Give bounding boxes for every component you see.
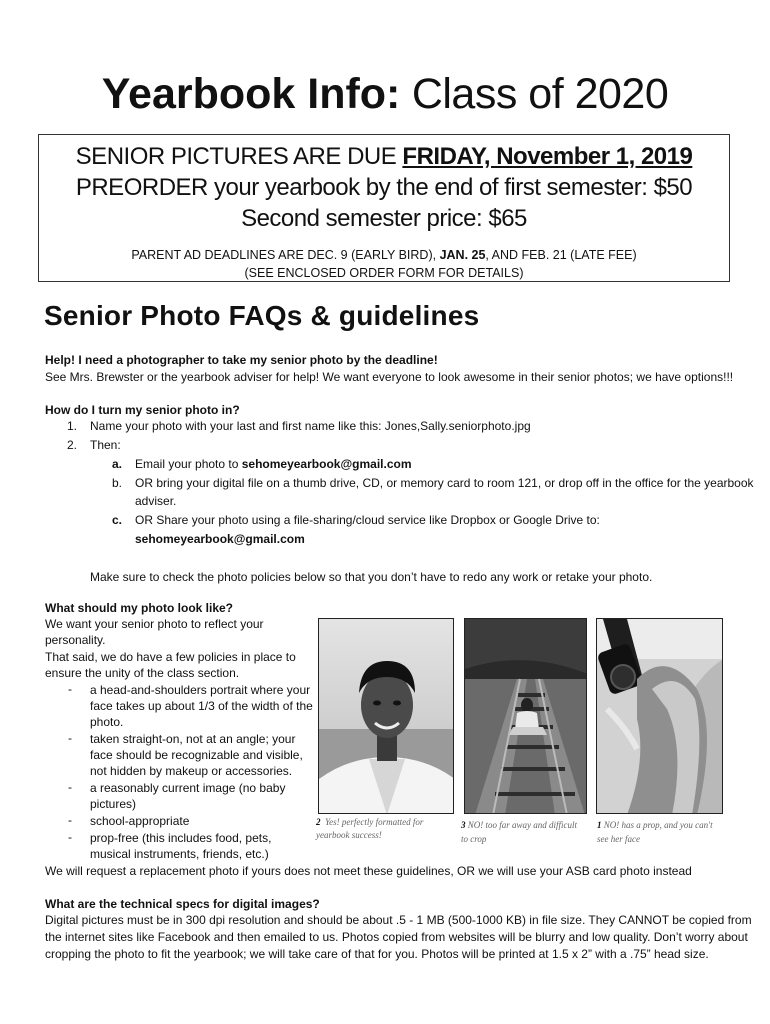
guideline-2-line2: face should be recognizable and visible, (90, 748, 303, 762)
faq3-intro-1: We want your senior photo to reflect your (45, 617, 264, 631)
preorder-line: PREORDER your yearbook by the end of first semester: $50 (75, 174, 693, 201)
photo-policy-note: Make sure to check the photo policies below so that you don’t have to redo any work or retake your photo. (90, 570, 653, 584)
bullet-mark: - (68, 813, 72, 827)
replacement-note: We will request a replacement photo if yours does not meet these guidelines, OR we will use your ASB card photo instead (45, 864, 692, 878)
faq2-question: How do I turn my senior photo in? (45, 403, 240, 417)
example-photo-portrait (318, 618, 454, 814)
option-c-line1: OR Share your photo using a file-sharing/cloud service like Dropbox or Google Drive to: (135, 513, 600, 527)
step1-number: 1. (67, 419, 78, 433)
option-c-label: c. (112, 513, 123, 527)
option-a-text: Email your photo to sehomeyearbook@gmail.com (135, 457, 412, 471)
parent-ad-deadlines: PARENT AD DEADLINES ARE DEC. 9 (EARLY BIRD), JAN. 25, AND FEB. 21 (LATE FEE) (131, 248, 637, 262)
guideline-1-line2: face takes up about 1/3 of the width of the (90, 699, 313, 713)
email-link[interactable]: sehomeyearbook@gmail.com (241, 457, 412, 471)
option-b-line2: adviser. (135, 494, 177, 508)
page-title: Yearbook Info: Class of 2020 (101, 70, 669, 118)
faq3-intro-2: personality. (45, 633, 106, 647)
caption-portrait-line1: 2 Yes! perfectly formatted for (316, 817, 424, 827)
faq3-question: What should my photo look like? (45, 601, 233, 615)
caption-railroad-line2: to crop (461, 834, 487, 844)
faq3-intro-3: That said, we do have a few policies in place to (45, 650, 296, 664)
option-a-label: a. (112, 457, 123, 471)
step1-text: Name your photo with your last and first name like this: Jones,Sally.seniorphoto.jpg (90, 419, 531, 433)
second-semester-price: Second semester price: $65 (241, 205, 527, 232)
bullet-mark: - (68, 731, 72, 745)
faq1-answer: See Mrs. Brewster or the yearbook adviser for help! We want everyone to look awesome in their senior photos; we have options!!! (45, 370, 734, 384)
bullet-mark: - (68, 830, 72, 844)
guideline-3-line2: pictures) (90, 797, 137, 811)
bullet-mark: - (68, 780, 72, 794)
step2-text: Then: (90, 438, 121, 452)
example-photo-camera-prop (596, 618, 723, 814)
bullet-mark: - (68, 682, 72, 696)
faq4-line1: Digital pictures must be in 300 dpi resolution and should be about .5 - 1 MB (500-1000 KB) in file size. They CANNOT be copied from (45, 913, 752, 927)
step2-number: 2. (67, 438, 78, 452)
caption-camera-line1: 1 NO! has a prop, and you can't (597, 820, 713, 830)
faq4-question: What are the technical specs for digital images? (45, 897, 320, 911)
deadline-notice-box (38, 134, 730, 282)
caption-camera-line2: see her face (597, 834, 640, 844)
guideline-2-line1: taken straight-on, not at an angle; your (90, 732, 296, 746)
guideline-2-line3: not hidden by makeup or accessories. (90, 764, 293, 778)
faq-heading: Senior Photo FAQs & guidelines (44, 300, 480, 331)
guideline-3-line1: a reasonably current image (no baby (90, 781, 286, 795)
option-b-label: b. (112, 476, 123, 490)
guideline-5-line2: musical instruments, friends, etc.) (90, 847, 269, 861)
example-photo-railroad (464, 618, 587, 814)
guideline-5-line1: prop-free (this includes food, pets, (90, 831, 272, 845)
faq4-line3: cropping the photo to fit the yearbook; we will take care of that for you. Photos will be printed at 1.5 x 2” with a .75” head size. (45, 947, 709, 961)
faq4-line2: the internet sites like Facebook and then emailed to us. Photos copied from websites will be blurry and low quality. Don’t worry about (45, 930, 748, 944)
option-c-email[interactable]: sehomeyearbook@gmail.com (135, 532, 305, 546)
caption-railroad-line1: 3 NO! too far away and difficult (461, 820, 577, 830)
faq1-question: Help! I need a photographer to take my senior photo by the deadline! (45, 353, 438, 367)
faq3-intro-4: ensure the unity of the class section. (45, 666, 240, 680)
guideline-4-line1: school-appropriate (90, 814, 190, 828)
senior-pictures-due: SENIOR PICTURES ARE DUE FRIDAY, November 1, 2019 (75, 143, 693, 170)
caption-portrait-line2: yearbook success! (316, 830, 382, 840)
see-enclosed-note: (SEE ENCLOSED ORDER FORM FOR DETAILS) (244, 266, 524, 280)
guideline-1-line3: photo. (90, 715, 124, 729)
option-b-line1: OR bring your digital file on a thumb drive, CD, or memory card to room 121, or drop off in the office for the yearbook (135, 476, 754, 490)
guideline-1-line1: a head-and-shoulders portrait where your (90, 683, 311, 697)
